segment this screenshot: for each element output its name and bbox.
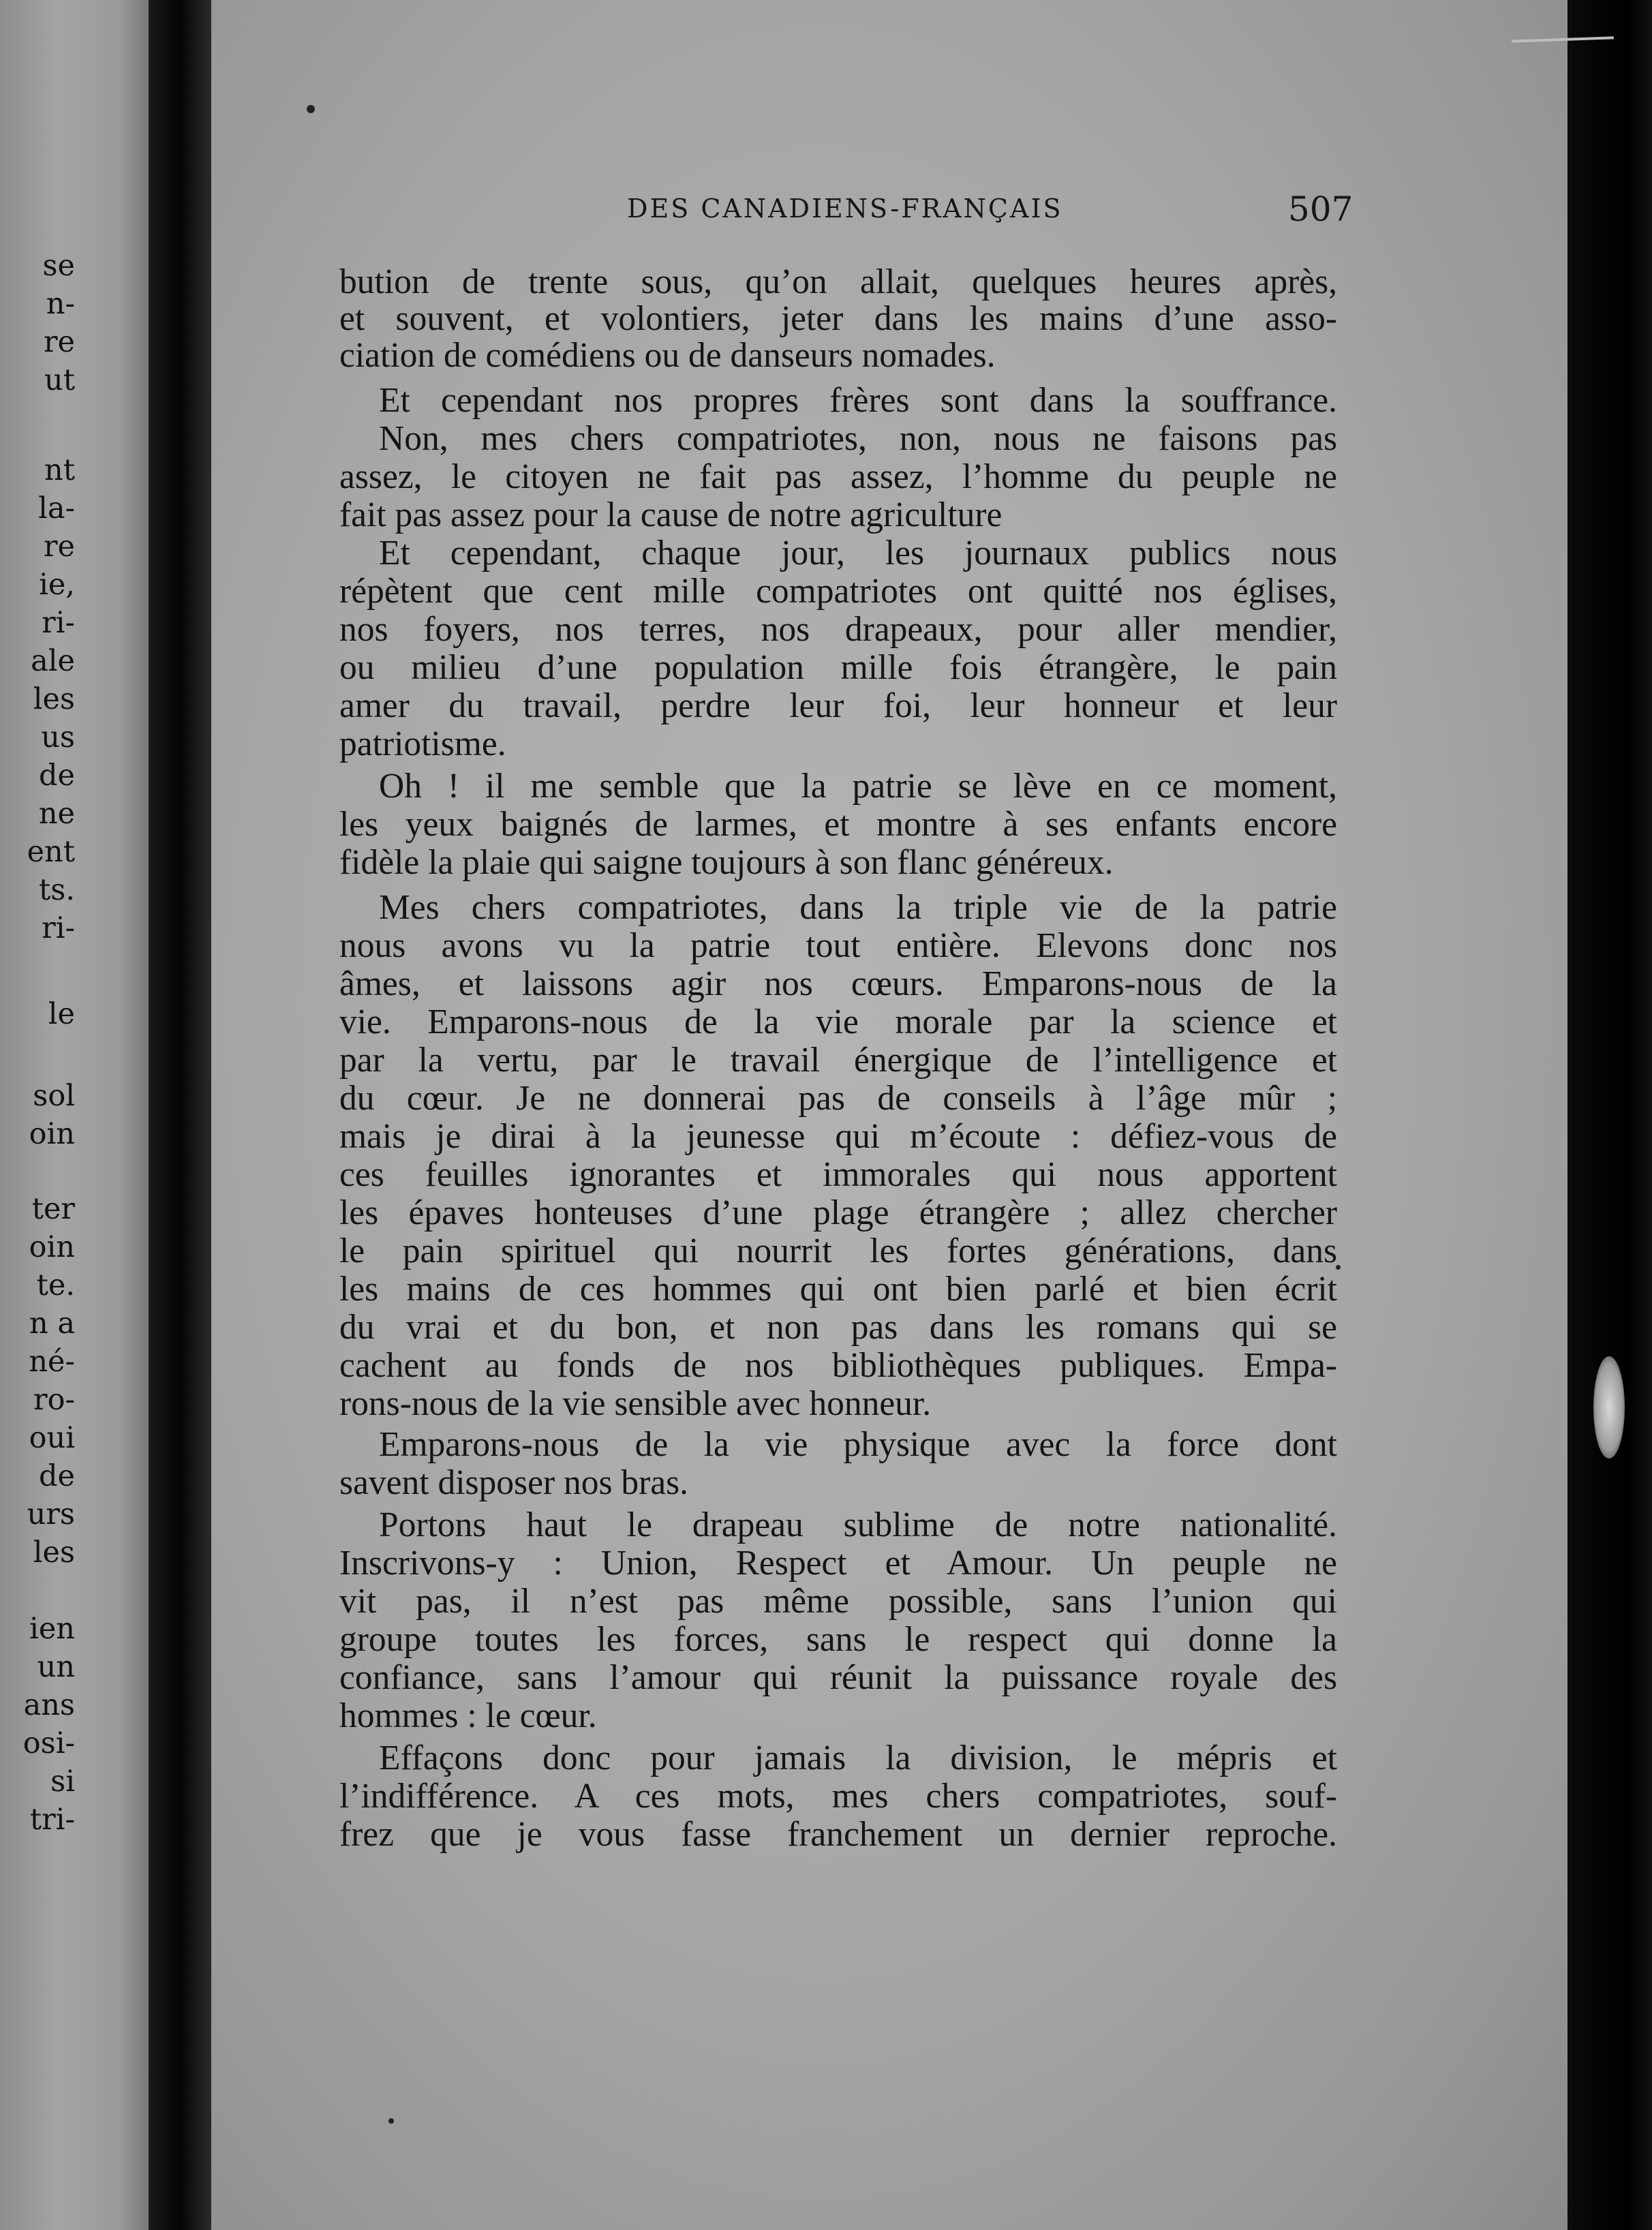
text-line: vit pas, il n’est pas même possible, sans l’union qui bbox=[339, 1582, 1337, 1621]
text-line: par la vertu, par le travail énergique de l’intelligence et bbox=[339, 1041, 1337, 1080]
facing-line: ie, bbox=[39, 568, 75, 602]
facing-line: ro- bbox=[33, 1383, 75, 1417]
facing-line: ne bbox=[38, 797, 75, 831]
text-line: du vrai et du bon, et non pas dans les romans qui se bbox=[339, 1308, 1337, 1347]
text-line: ciation de comédiens ou de danseurs nomades. bbox=[339, 336, 996, 375]
page-edge-shadow bbox=[1567, 0, 1652, 2230]
text-line: les épaves honteuses d’une plage étrangère ; allez chercher bbox=[339, 1193, 1337, 1232]
facing-line: se bbox=[42, 249, 75, 283]
page-header bbox=[409, 189, 1363, 230]
text-line: groupe toutes les forces, sans le respect qui donne la bbox=[339, 1620, 1337, 1659]
facing-line: n a bbox=[29, 1307, 75, 1341]
text-line: savent disposer nos bras. bbox=[339, 1463, 689, 1502]
facing-line: osi- bbox=[22, 1726, 75, 1760]
facing-line: de bbox=[39, 759, 75, 793]
facing-page-fragment bbox=[0, 0, 149, 2230]
text-line: mais je dirai à la jeunesse qui m’écoute : défiez-vous de bbox=[339, 1117, 1337, 1156]
facing-line: ri- bbox=[42, 911, 75, 945]
paper-speck bbox=[307, 105, 315, 113]
facing-line: ien bbox=[29, 1612, 75, 1646]
text-line: bution de trente sous, qu’on allait, quelques heures après, bbox=[339, 262, 1337, 301]
facing-line: les bbox=[33, 682, 75, 716]
text-line: Emparons-nous de la vie physique avec la force dont bbox=[379, 1425, 1337, 1464]
facing-line: de bbox=[39, 1459, 75, 1493]
facing-line: ans bbox=[23, 1688, 75, 1722]
paper-speck bbox=[388, 2118, 394, 2124]
book-gutter bbox=[149, 0, 211, 2230]
text-line: les yeux baignés de larmes, et montre à ses enfants encore bbox=[339, 805, 1337, 844]
facing-line: urs bbox=[27, 1497, 75, 1531]
text-line: Et cependant nos propres frères sont dans la souffrance. bbox=[379, 381, 1337, 420]
facing-line: si bbox=[50, 1765, 75, 1799]
text-line: le pain spirituel qui nourrit les fortes générations, dans bbox=[339, 1232, 1337, 1270]
text-line: Inscrivons-y : Union, Respect et Amour. Un peuple ne bbox=[339, 1544, 1337, 1583]
text-line: nous avons vu la patrie tout entière. Elevons donc nos bbox=[339, 926, 1337, 965]
text-line: Non, mes chers compatriotes, non, nous ne faisons pas bbox=[379, 419, 1337, 458]
facing-line: re bbox=[43, 530, 75, 564]
facing-line: n- bbox=[46, 287, 75, 321]
text-line: Portons haut le drapeau sublime de notre nationalité. bbox=[379, 1506, 1337, 1544]
text-line: confiance, sans l’amour qui réunit la puissance royale des bbox=[339, 1658, 1337, 1697]
text-line: rons-nous de la vie sensible avec honneur. bbox=[339, 1384, 932, 1423]
facing-line: us bbox=[41, 720, 75, 754]
text-line: fidèle la plaie qui saigne toujours à son flanc généreux. bbox=[339, 843, 1114, 882]
facing-line: tri- bbox=[29, 1803, 75, 1837]
facing-line: un bbox=[37, 1650, 75, 1684]
text-line: vie. Emparons-nous de la vie morale par la science et bbox=[339, 1003, 1337, 1041]
text-line: Effaçons donc pour jamais la division, le mépris et bbox=[379, 1739, 1337, 1777]
facing-line: ts. bbox=[38, 873, 75, 907]
text-line: nos foyers, nos terres, nos drapeaux, pour aller mendier, bbox=[339, 610, 1337, 649]
facing-line: nt bbox=[44, 453, 75, 487]
facing-line: oin bbox=[29, 1117, 75, 1151]
edge-light-fleck bbox=[1593, 1356, 1625, 1458]
text-line: âmes, et laissons agir nos cœurs. Emparons-nous de la bbox=[339, 964, 1337, 1003]
facing-line: ut bbox=[44, 363, 75, 397]
text-line: ou milieu d’une population mille fois étrangère, le pain bbox=[339, 648, 1337, 687]
text-line: ces feuilles ignorantes et immorales qui nous apportent bbox=[339, 1155, 1337, 1194]
facing-line: né- bbox=[29, 1345, 75, 1379]
text-line: et souvent, et volontiers, jeter dans les mains d’une asso- bbox=[339, 299, 1337, 338]
facing-line: les bbox=[33, 1536, 75, 1570]
facing-line: la- bbox=[38, 491, 75, 525]
text-line: assez, le citoyen ne fait pas assez, l’homme du peuple ne bbox=[339, 457, 1337, 496]
text-line: du cœur. Je ne donnerai pas de conseils à l’âge mûr ; bbox=[339, 1079, 1337, 1118]
facing-line: re bbox=[43, 325, 75, 359]
text-line: les mains de ces hommes qui ont bien parlé et bien écrit bbox=[339, 1270, 1337, 1309]
facing-line: ter bbox=[31, 1192, 75, 1226]
text-line: frez que je vous fasse franchement un dernier reproche. bbox=[339, 1815, 1337, 1854]
text-line: fait pas assez pour la cause de notre agriculture bbox=[339, 495, 1003, 534]
facing-line: ri- bbox=[42, 606, 75, 640]
text-line: amer du travail, perdre leur foi, leur honneur et leur bbox=[339, 686, 1337, 725]
text-line: Oh ! il me semble que la patrie se lève en ce moment, bbox=[379, 767, 1337, 806]
facing-line: sol bbox=[33, 1079, 75, 1113]
facing-line: ale bbox=[31, 644, 75, 678]
text-line: cachent au fonds de nos bibliothèques publiques. Empa- bbox=[339, 1346, 1337, 1385]
text-line: patriotisme. bbox=[339, 724, 506, 763]
text-line: répètent que cent mille compatriotes ont quitté nos églises, bbox=[339, 572, 1337, 611]
facing-line: le bbox=[48, 997, 75, 1031]
facing-line: te. bbox=[36, 1268, 75, 1302]
text-line: hommes : le cœur. bbox=[339, 1696, 597, 1735]
facing-line: oin bbox=[29, 1230, 75, 1264]
running-head: DES CANADIENS-FRANÇAIS bbox=[627, 194, 1063, 224]
text-line: l’indifférence. A ces mots, mes chers compatriotes, souf- bbox=[339, 1777, 1337, 1816]
facing-line: oui bbox=[29, 1421, 75, 1455]
text-line: Et cependant, chaque jour, les journaux publics nous bbox=[379, 534, 1337, 572]
page-number: 507 bbox=[1288, 189, 1353, 229]
facing-line: ent bbox=[27, 835, 75, 869]
text-line: Mes chers compatriotes, dans la triple vie de la patrie bbox=[379, 888, 1337, 927]
